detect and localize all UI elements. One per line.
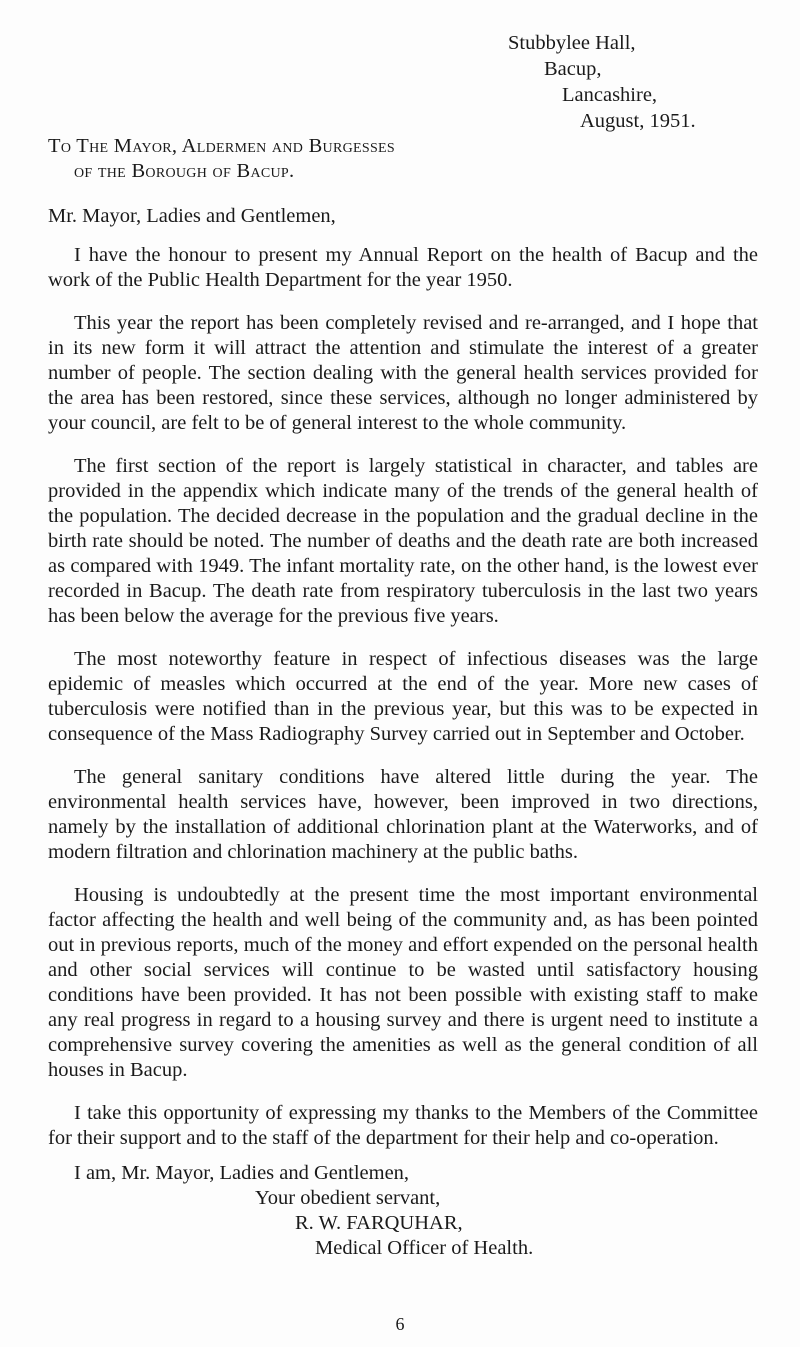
salutation: Mr. Mayor, Ladies and Gentlemen, — [48, 205, 336, 227]
letter-date: August, 1951. — [580, 110, 696, 132]
recipient-line-2: of the Borough of Bacup. — [74, 160, 295, 182]
recipient-line-1: To The Mayor, Aldermen and Burgesses — [48, 135, 395, 157]
address-line-2: Bacup, — [544, 58, 602, 80]
signatory-title: Medical Officer of Health. — [315, 1237, 534, 1259]
signatory-name: R. W. FARQUHAR, — [295, 1212, 463, 1234]
closing-block — [48, 1161, 758, 1261]
paragraph-thanks: I take this opportunity of expressing my thanks to the Members of the Committee for their support and to the staff of the department for their help and co-operation. — [48, 1102, 758, 1149]
page-number: 6 — [395, 1314, 405, 1334]
letter — [48, 30, 758, 1261]
closing-line-2: Your obedient servant, — [255, 1187, 441, 1209]
paragraph-sanitary-conditions: The general sanitary conditions have altered little during the year. The environmental health services have, however, been improved in two directions, namely by the installation of additional chlorination plant at the Waterworks, and of modern filtration and chlorination machinery at the public baths. — [48, 766, 758, 863]
recipient-block — [48, 134, 758, 184]
paragraph-infectious-diseases: The most noteworthy feature in respect of infectious diseases was the large epidemic of measles which occurred at the end of the year. More new cases of tuberculosis were notified than in the previous year, but this was to be expected in consequence of the Mass Radiography Survey carried out in September and October. — [48, 648, 758, 745]
sender-address — [508, 30, 758, 134]
paragraph-revision: This year the report has been completely revised and re-arranged, and I hope that in its new form it will attract the attention and stimulate the interest of a greater number of people. The section dealing with the general health services provided for the area has been restored, since these services, although no longer administered by your council, are felt to be of general interest to the whole community. — [48, 312, 758, 434]
paragraph-intro: I have the honour to present my Annual Report on the health of Bacup and the work of the Public Health Department for the year 1950. — [48, 244, 758, 291]
closing-line-1: I am, Mr. Mayor, Ladies and Gentlemen, — [74, 1162, 410, 1184]
paragraph-housing: Housing is undoubtedly at the present time the most important environmental factor affecting the health and well being of the community and, as has been pointed out in previous reports, much of the money and effort expended on the personal health and other social services will continue to be wasted until satisfactory housing conditions have been provided. It has not been possible with existing staff to make any real progress in regard to a housing survey and there is urgent need to institute a comprehensive survey covering the amenities as well as the general condition of all houses in Bacup. — [48, 884, 758, 1081]
address-line-1: Stubbylee Hall, — [508, 32, 636, 54]
paragraph-statistics: The first section of the report is largely statistical in character, and tables are provided in the appendix which indicate many of the trends of the general health of the population. The decided decrease in the population and the gradual decline in the birth rate should be noted. The number of deaths and the death rate are both increased as compared with 1949. The infant mortality rate, on the other hand, is the lowest ever recorded in Bacup. The death rate from respiratory tuberculosis in the last two years has been below the average for the previous five years. — [48, 455, 758, 627]
address-line-3: Lancashire, — [562, 84, 658, 106]
